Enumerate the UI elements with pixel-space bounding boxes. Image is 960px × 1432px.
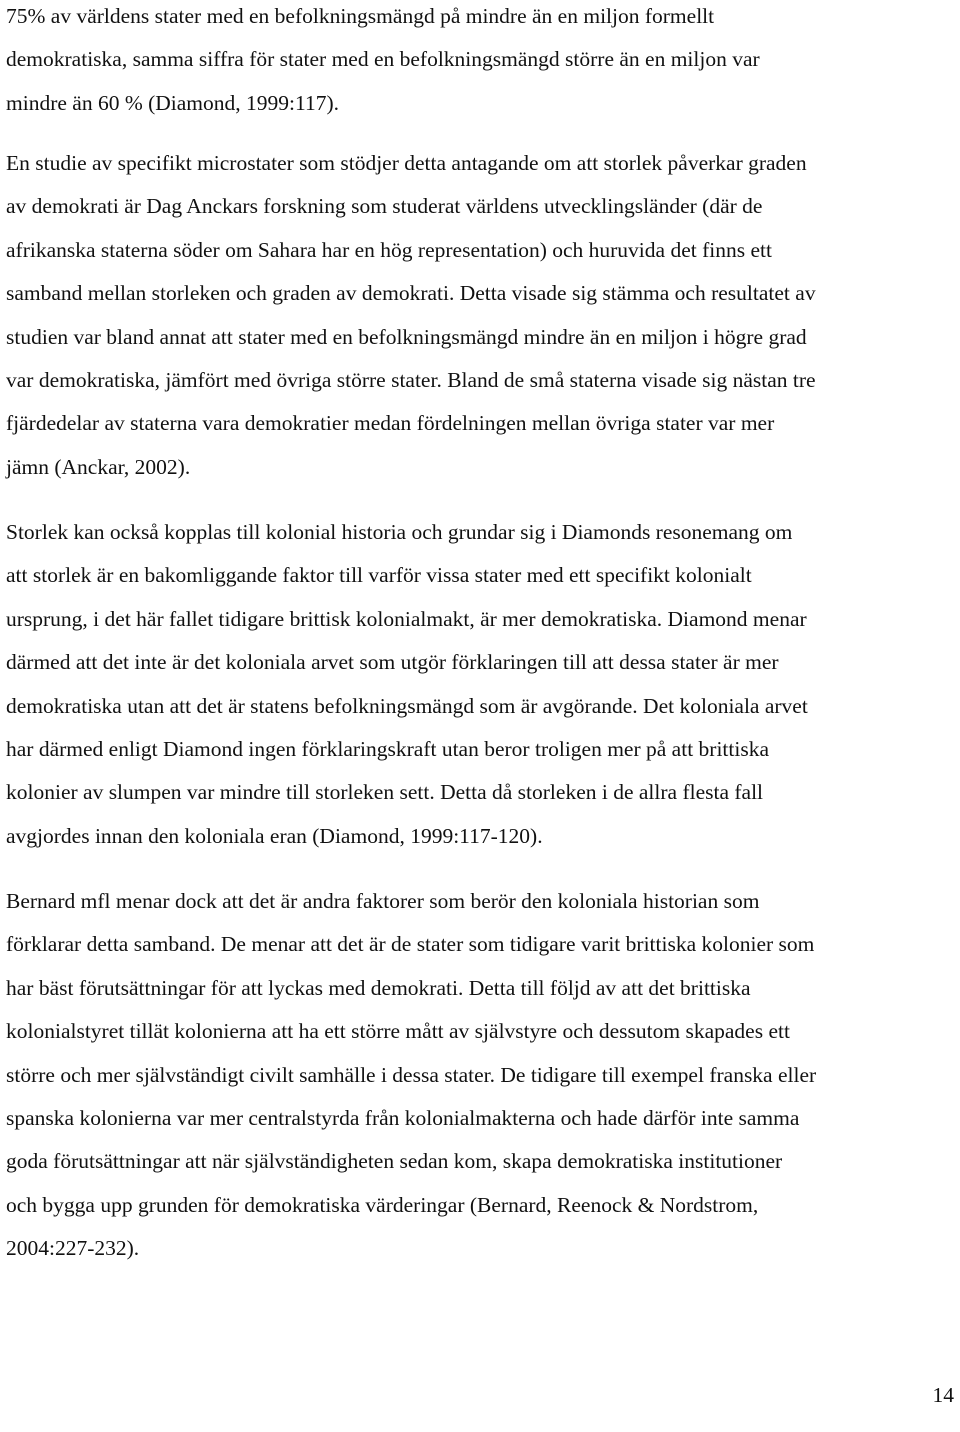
text-line: kolonialstyret tillät kolonierna att ha ett större mått av självstyre och dessutom skapades ett [6, 1019, 790, 1044]
text-line: fjärdedelar av staterna vara demokratier medan fördelningen mellan övriga stater var mer [6, 411, 775, 436]
text-line: goda förutsättningar att när självständigheten sedan kom, skapa demokratiska institutioner [6, 1149, 783, 1174]
text-line: spanska kolonierna var mer centralstyrda från kolonialmakterna och hade därför inte samma [6, 1106, 800, 1131]
paragraph-4 [6, 880, 956, 1271]
paragraph-3 [6, 511, 956, 858]
text-line: förklarar detta samband. De menar att det är de stater som tidigare varit brittiska kolonier som [6, 932, 815, 957]
text-line: 75% av världens stater med en befolkningsmängd på mindre än en miljon formellt [6, 4, 715, 28]
text-line: demokratiska, samma siffra för stater med en befolkningsmängd större än en miljon var [6, 47, 760, 72]
text-line: därmed att det inte är det koloniala arvet som utgör förklaringen till att dessa stater är mer [6, 650, 779, 675]
text-line: avgjordes innan den koloniala eran (Diamond, 1999:117-120). [6, 823, 543, 848]
text-line: ursprung, i det här fallet tidigare brittisk kolonialmakt, är mer demokratiska. Diamond menar [6, 606, 807, 631]
text-line: studien var bland annat att stater med en befolkningsmängd mindre än en miljon i högre grad [6, 324, 807, 349]
text-line: kolonier av slumpen var mindre till storleken sett. Detta då storleken i de allra flesta fall [6, 780, 764, 805]
text-line: mindre än 60 % (Diamond, 1999:117). [6, 90, 339, 115]
page-number: 14 [932, 1383, 954, 1407]
text-line: 2004:227-232). [6, 1236, 140, 1261]
paragraph-1 [6, 0, 956, 125]
text-line: Bernard mfl menar dock att det är andra faktorer som berör den koloniala historian som [6, 889, 760, 913]
text-line: har därmed enligt Diamond ingen förklaringskraft utan beror troligen mer på att brittiska [6, 737, 770, 762]
text-line: och bygga upp grunden för demokratiska värderingar (Bernard, Reenock & Nordstrom, [6, 1192, 759, 1217]
text-line: har bäst förutsättningar för att lyckas med demokrati. Detta till följd av att det brittiska [6, 975, 751, 1000]
text-line: demokratiska utan att det är statens befolkningsmängd som är avgörande. Det koloniala arvet [6, 693, 808, 718]
text-line: större och mer självständigt civilt samhälle i dessa stater. De tidigare till exempel franska eller [6, 1062, 817, 1087]
text-line: var demokratiska, jämfört med övriga större stater. Bland de små staterna visade sig nästan tre [6, 368, 816, 393]
text-line: En studie av specifikt microstater som stödjer detta antagande om att storlek påverkar graden [6, 151, 807, 175]
text-line: Storlek kan också kopplas till kolonial historia och grundar sig i Diamonds resonemang om [6, 520, 793, 544]
text-line: afrikanska staterna söder om Sahara har en hög representation) och huruvida det finns ett [6, 237, 772, 262]
paragraph-2 [6, 142, 956, 489]
text-line: av demokrati är Dag Anckars forskning som studerat världens utvecklingsländer (där de [6, 194, 763, 219]
text-line: jämn (Anckar, 2002). [6, 454, 191, 479]
text-line: att storlek är en bakomliggande faktor till varför vissa stater med ett specifikt kolonialt [6, 563, 752, 588]
text-line: samband mellan storleken och graden av demokrati. Detta visade sig stämma och resultatet av [6, 281, 816, 306]
